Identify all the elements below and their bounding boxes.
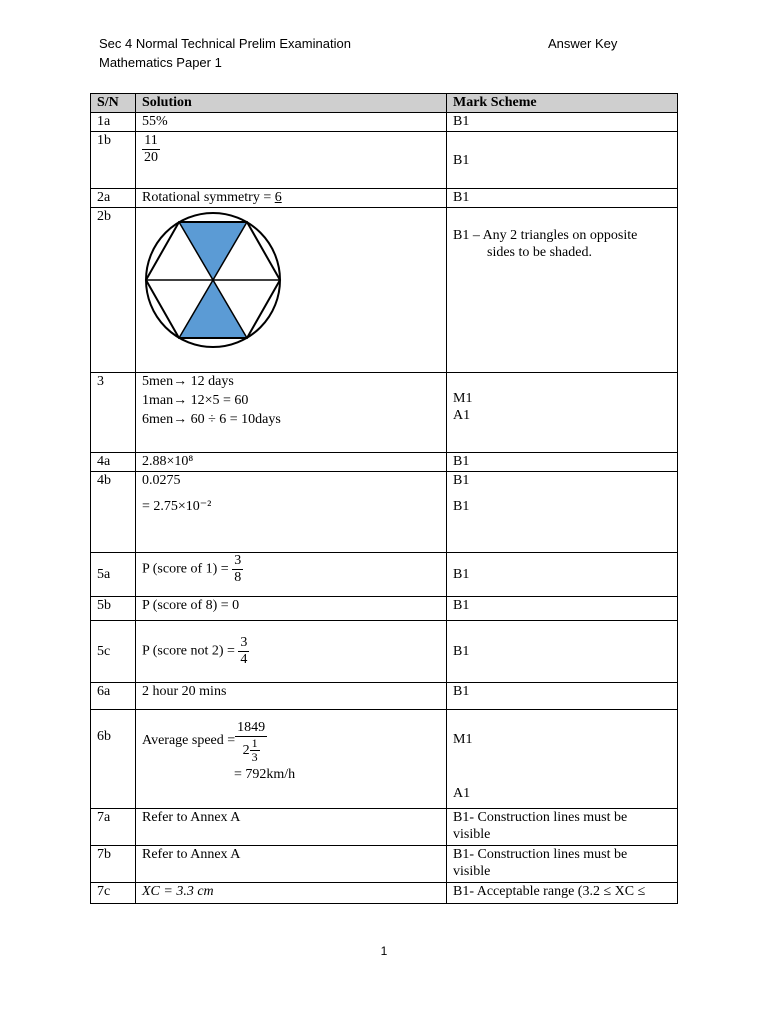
row-solution: 55% [136, 113, 447, 132]
row-mark: M1 A1 [447, 710, 678, 809]
row-solution [136, 132, 447, 189]
table-row [91, 453, 678, 472]
shaded-triangle-top [179, 222, 247, 280]
paper-subtitle: Mathematics Paper 1 [99, 55, 222, 70]
row-sn: 6b [91, 710, 136, 809]
shaded-triangle-bottom [179, 280, 247, 338]
table-row [91, 809, 678, 846]
row-sn: 7b [91, 846, 136, 883]
row-mark: B1 B1 [447, 472, 678, 553]
row-mark: B1 [447, 621, 678, 683]
answer-table [90, 93, 678, 904]
table-row [91, 597, 678, 621]
row-mark: B1 [447, 113, 678, 132]
row-solution: Refer to Annex A [136, 846, 447, 883]
row-sn: 1b [91, 132, 136, 189]
fraction: $\frac{3}{8}$ [234, 553, 242, 585]
row-sn: 4a [91, 453, 136, 472]
row-solution: 2.88×10⁸ [136, 453, 447, 472]
row-sn: 5a [91, 553, 136, 597]
table-header-row [91, 94, 678, 113]
header-solution: Solution [136, 94, 447, 113]
table-row [91, 208, 678, 373]
table-row [91, 113, 678, 132]
row-mark: B1- Acceptable range (3.2 ≤ XC ≤ [447, 883, 678, 904]
row-sn: 3 [91, 373, 136, 453]
row-sn: 5b [91, 597, 136, 621]
table-row [91, 710, 678, 809]
table-row [91, 132, 678, 189]
row-solution: 0.0275 = 2.75×10⁻² [136, 472, 447, 553]
header-sn: S/N [91, 94, 136, 113]
row-solution: 5men→ 12 days 1man→ 12×5 = 60 6men→ 60 ÷ 6 = 10days [136, 373, 447, 453]
row-mark: B1 [447, 132, 678, 189]
row-mark: B1- Construction lines must be visible [447, 809, 678, 846]
row-mark: B1 [447, 453, 678, 472]
header-mark: Mark Scheme [447, 94, 678, 113]
table-row [91, 373, 678, 453]
fraction: $\frac{11}{20}$ [144, 133, 158, 165]
row-sn: 7a [91, 809, 136, 846]
row-mark: B1 [447, 683, 678, 710]
row-solution: Refer to Annex A [136, 809, 447, 846]
table-row [91, 189, 678, 208]
table-row [91, 553, 678, 597]
hexagon-diagram [142, 208, 284, 353]
row-solution: 2 hour 20 mins [136, 683, 447, 710]
row-solution: XC = 3.3 cm [136, 883, 447, 904]
table-row [91, 472, 678, 553]
page-number: 1 [380, 944, 388, 958]
exam-title: Sec 4 Normal Technical Prelim Examination [99, 36, 351, 51]
table-row [91, 883, 678, 904]
row-sn: 1a [91, 113, 136, 132]
row-mark: B1 [447, 553, 678, 597]
row-mark: B1 – Any 2 triangles on opposite sides to be shaded. [447, 208, 678, 373]
row-mark: B1- Construction lines must be visible [447, 846, 678, 883]
row-mark: B1 [447, 597, 678, 621]
fraction: $\frac{3}{4}$ [240, 635, 248, 667]
row-solution: P (score of 8) = 0 [136, 597, 447, 621]
table-row [91, 621, 678, 683]
table-row [91, 846, 678, 883]
answer-key-label: Answer Key [548, 36, 618, 51]
table-row [91, 683, 678, 710]
row-solution [136, 208, 447, 373]
fraction: 1849 2 $\frac{1}{3}$ [237, 720, 266, 764]
row-sn: 2a [91, 189, 136, 208]
row-solution: Rotational symmetry = 6 [136, 189, 447, 208]
row-sn: 2b [91, 208, 136, 373]
row-solution: Average speed = 1849 2 $\frac{1}{3}$ = 792km/h [136, 710, 447, 809]
row-mark: M1 A1 [447, 373, 678, 453]
row-sn: 6a [91, 683, 136, 710]
row-sn: 5c [91, 621, 136, 683]
row-solution: P (score not 2) = $\frac{3}{4}$ [136, 621, 447, 683]
row-mark: B1 [447, 189, 678, 208]
row-sn: 7c [91, 883, 136, 904]
row-solution: P (score of 1) = $\frac{3}{8}$ [136, 553, 447, 597]
row-sn: 4b [91, 472, 136, 553]
